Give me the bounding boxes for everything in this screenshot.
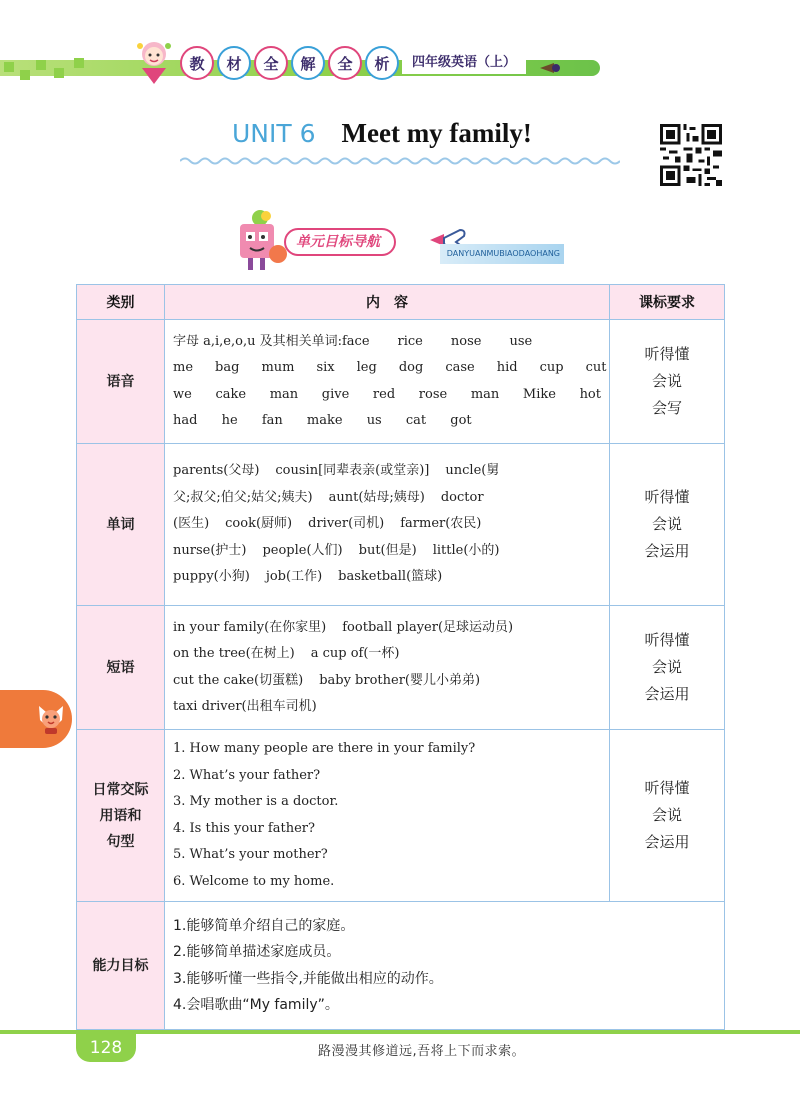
pixel-decoration <box>74 58 84 68</box>
row-category: 短语 <box>77 606 165 730</box>
word: cup <box>539 360 564 375</box>
qr-code[interactable] <box>660 124 722 186</box>
unit-goals-table <box>76 284 725 1030</box>
vocab-item: driver(司机) <box>308 516 385 532</box>
row-category <box>77 730 165 902</box>
sentence: 5. What’s your mother? <box>173 847 328 862</box>
row-category: 单词 <box>77 444 165 606</box>
phrase-item: football player(足球运动员) <box>342 619 514 635</box>
vocab-item: uncle(舅 <box>445 463 500 479</box>
word: dog <box>398 360 424 375</box>
content-line <box>173 668 601 695</box>
phrase-item: in your family(在你家里) <box>173 619 327 635</box>
word: face <box>341 333 370 349</box>
table-row <box>77 444 725 606</box>
content-lead: 字母 a,i,e,o,u 及其相关单词: <box>173 333 342 349</box>
girl-mascot-icon <box>130 38 178 86</box>
word: case <box>445 360 475 375</box>
content-line <box>173 408 601 435</box>
header-category: 类别 <box>77 285 165 320</box>
vocab-item: but(但是) <box>358 542 417 558</box>
word: mum <box>261 360 295 375</box>
word: cat <box>405 413 427 428</box>
word: us <box>366 413 382 428</box>
word: leg <box>356 360 377 375</box>
requirement-item: 会写 <box>651 399 682 417</box>
phrase-item: cut the cake(切蛋糕) <box>173 672 304 688</box>
pixel-decoration <box>4 62 14 72</box>
header-requirement: 课标要求 <box>610 285 725 320</box>
requirement-item: 听得懂 <box>644 779 690 797</box>
header-content: 内 容 <box>165 285 610 320</box>
page-number: 128 <box>76 1034 136 1062</box>
series-title <box>180 46 399 80</box>
vocab-item: aunt(姑母;姨母) <box>328 489 425 505</box>
row-requirement <box>610 444 725 606</box>
category-line: 用语和 <box>99 807 142 824</box>
vocab-item: puppy(小狗) <box>173 569 250 585</box>
requirement-item: 听得懂 <box>644 631 690 649</box>
sentence: 3. My mother is a doctor. <box>173 794 339 809</box>
word: six <box>316 360 335 375</box>
vocab-item: nurse(护士) <box>173 542 247 558</box>
cube-mascot-icon <box>232 208 288 274</box>
series-title-char: 全 <box>254 46 288 80</box>
vocab-item: parents(父母) <box>173 463 260 479</box>
word: man <box>470 386 500 402</box>
content-line <box>173 694 601 721</box>
word: man <box>269 386 299 402</box>
series-title-char: 教 <box>180 46 214 80</box>
word: got <box>450 413 472 428</box>
word: red <box>372 386 396 402</box>
content-line <box>173 564 601 591</box>
pencil-icon <box>540 61 560 75</box>
word: rose <box>418 386 448 402</box>
word: cut <box>585 360 607 375</box>
table-row <box>77 606 725 730</box>
word: fan <box>261 413 283 428</box>
sentence: 1. How many people are there in your family? <box>173 741 476 756</box>
word: hid <box>496 360 518 375</box>
series-title-char: 全 <box>328 46 362 80</box>
word-grid <box>173 382 601 409</box>
vocab-item: cook(厨师) <box>225 516 293 532</box>
fox-mascot-icon <box>36 702 66 736</box>
content-line <box>173 641 601 668</box>
table-row <box>77 902 725 1030</box>
section-banner: 单元目标导航 <box>284 228 396 256</box>
wave-divider <box>180 156 620 166</box>
vocab-item: 父;叔父;伯父;姑父;姨夫) <box>173 489 313 505</box>
word: nose <box>450 333 482 349</box>
row-requirement <box>610 606 725 730</box>
row-requirement <box>610 320 725 444</box>
word: bag <box>215 360 240 375</box>
word: use <box>509 333 533 349</box>
sentence: 2. What’s your father? <box>173 767 321 783</box>
pixel-decoration <box>20 70 30 80</box>
word: cake <box>215 386 247 402</box>
requirement-item: 会说 <box>651 372 682 390</box>
row-category: 语音 <box>77 320 165 444</box>
phrase-item: a cup of(一杯) <box>310 646 400 661</box>
series-title-char: 解 <box>291 46 325 80</box>
table-row <box>77 730 725 902</box>
content-line <box>173 538 601 565</box>
requirement-item: 会运用 <box>644 833 690 851</box>
row-content <box>165 444 610 606</box>
row-content <box>165 730 610 902</box>
word: had <box>173 413 198 428</box>
grade-label: 四年级英语（上） <box>402 52 526 74</box>
ability-item: 4.会唱歌曲“My family”。 <box>173 997 339 1013</box>
content-line <box>173 329 601 356</box>
vocab-item: cousin[同辈表亲(或堂亲)] <box>275 463 430 479</box>
word: he <box>221 413 238 428</box>
table-header-row <box>77 285 725 320</box>
word: we <box>173 386 192 402</box>
row-category: 能力目标 <box>77 902 165 1030</box>
content-line <box>173 485 601 512</box>
ability-item: 2.能够简单描述家庭成员。 <box>173 944 341 960</box>
vocab-item: basketball(篮球) <box>338 569 443 585</box>
vocab-item: (医生) <box>173 516 210 532</box>
vocab-item: doctor <box>440 489 484 505</box>
sentence: 6. Welcome to my home. <box>173 873 335 889</box>
row-requirement <box>610 730 725 902</box>
unit-title <box>232 118 532 149</box>
phrase-item: taxi driver(出租车司机) <box>173 699 317 714</box>
series-title-char: 析 <box>365 46 399 80</box>
word: me <box>173 360 194 375</box>
ability-item: 1.能够简单介绍自己的家庭。 <box>173 917 355 934</box>
pixel-decoration <box>54 68 64 78</box>
requirement-item: 会说 <box>651 515 682 533</box>
requirement-item: 听得懂 <box>644 345 690 363</box>
word: Mike <box>522 386 556 402</box>
word: hot <box>579 386 601 402</box>
banner-pinyin: DANYUANMUBIAODAOHANG <box>440 244 564 264</box>
category-line: 句型 <box>106 833 135 850</box>
requirement-item: 会运用 <box>644 685 690 703</box>
content-line <box>173 458 601 485</box>
pixel-decoration <box>36 60 46 70</box>
phrase-item: baby brother(婴儿小弟弟) <box>319 672 481 688</box>
row-content <box>165 902 725 1030</box>
word: rice <box>397 333 423 349</box>
vocab-item: farmer(农民) <box>400 516 482 532</box>
requirement-item: 会说 <box>651 806 682 824</box>
phrase-item: on the tree(在树上) <box>173 646 295 661</box>
vocab-item: little(小的) <box>432 542 500 558</box>
word-grid <box>173 355 607 382</box>
word: give <box>321 386 350 402</box>
sentence: 4. Is this your father? <box>173 820 315 836</box>
unit-number: UNIT 6 <box>232 119 316 148</box>
unit-name: Meet my family! <box>341 118 532 148</box>
row-content <box>165 320 610 444</box>
word: make <box>306 413 343 428</box>
requirement-item: 会说 <box>651 658 682 676</box>
table-row <box>77 320 725 444</box>
requirement-item: 会运用 <box>644 542 690 560</box>
content-line <box>173 615 601 642</box>
row-content <box>165 606 610 730</box>
vocab-item: people(人们) <box>262 542 343 558</box>
requirement-item: 听得懂 <box>644 488 690 506</box>
category-line: 日常交际 <box>92 781 149 798</box>
vocab-item: job(工作) <box>265 569 323 585</box>
footer-quote: 路漫漫其修道远,吾将上下而求索。 <box>318 1044 526 1059</box>
series-title-char: 材 <box>217 46 251 80</box>
content-line <box>173 511 601 538</box>
ability-item: 3.能够听懂一些指令,并能做出相应的动作。 <box>173 970 443 987</box>
